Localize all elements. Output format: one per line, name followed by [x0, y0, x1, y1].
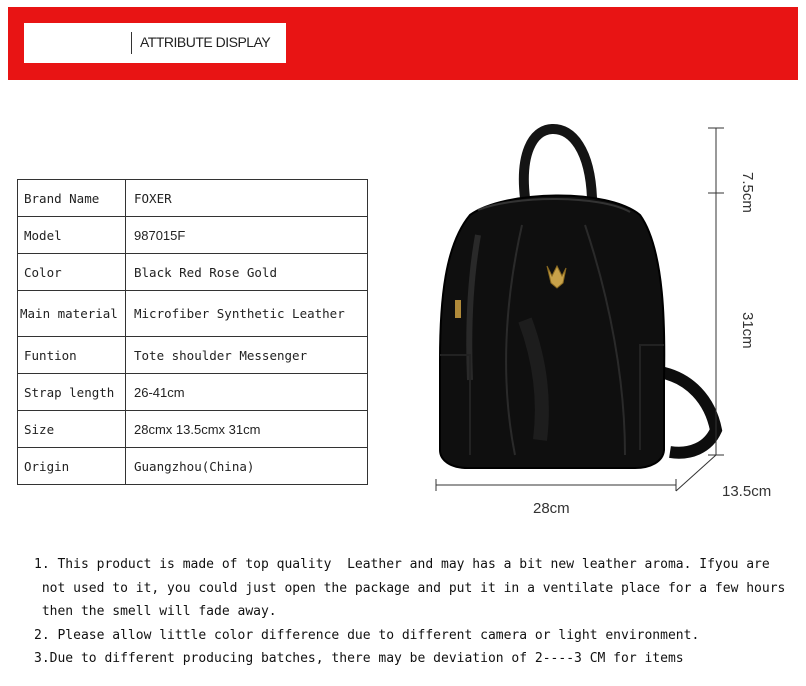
- note-line: 2. Please allow little color difference due to different camera or light environment.: [34, 627, 700, 643]
- backpack-strap: [660, 372, 716, 453]
- spec-value: Tote shoulder Messenger: [126, 337, 368, 374]
- spec-label: Brand Name: [18, 180, 126, 217]
- spec-label: Model: [18, 217, 126, 254]
- handle-height-label: 7.5cm: [739, 172, 756, 213]
- spec-value: 987015F: [126, 217, 368, 254]
- spec-value: 26-41cm: [126, 374, 368, 411]
- note-line: 3.Due to different producing batches, there may be deviation of 2----3 CM for items: [34, 651, 684, 666]
- note-line: 1. This product is made of top quality Leather and may has a bit new leather aroma. Ifyou are: [34, 557, 770, 572]
- spec-label: Size: [18, 411, 126, 448]
- spec-value: Guangzhou(China): [126, 448, 368, 485]
- note-line: not used to it, you could just open the package and put it in a ventilate place for a few hours: [34, 580, 786, 596]
- spec-label: Strap length: [18, 374, 126, 411]
- backpack-body: [440, 195, 664, 468]
- spec-label: Funtion: [18, 337, 126, 374]
- spec-label: Main material: [18, 291, 126, 337]
- spec-value: Microfiber Synthetic Leather: [126, 291, 368, 337]
- width-label: 28cm: [533, 500, 570, 517]
- spec-value: Black Red Rose Gold: [126, 254, 368, 291]
- spec-label: Color: [18, 254, 126, 291]
- notes-section: [34, 553, 804, 671]
- spec-label: Origin: [18, 448, 126, 485]
- body-height-label: 31cm: [739, 312, 756, 349]
- zipper-pull: [455, 300, 461, 318]
- backpack-handle: [524, 129, 592, 198]
- depth-label: 13.5cm: [722, 483, 772, 500]
- spec-value: FOXER: [126, 180, 368, 217]
- spec-value: 28cmx 13.5cmx 31cm: [126, 411, 368, 448]
- banner-title: ATTRIBUTE DISPLAY: [140, 34, 271, 50]
- note-line: then the smell will fade away.: [34, 604, 277, 619]
